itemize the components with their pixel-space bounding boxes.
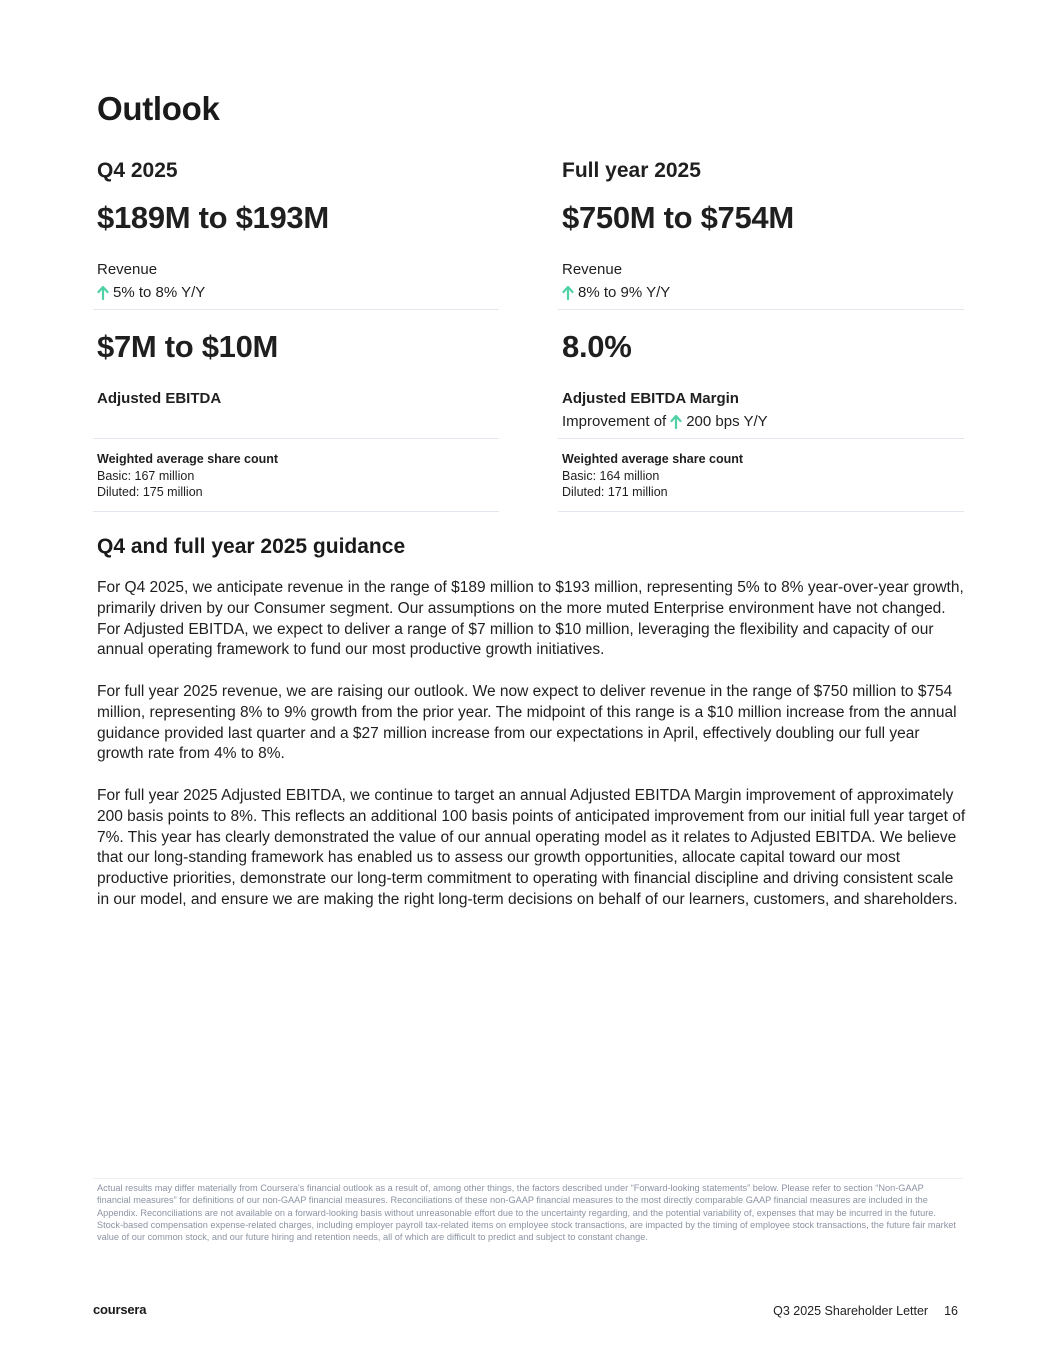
page-title: Outlook — [97, 90, 220, 127]
page-number: 16 — [944, 1304, 958, 1318]
fy-improvement-row — [562, 412, 964, 432]
q4-ebitda-label: Adjusted EBITDA — [97, 390, 222, 407]
guidance-paragraph: For Q4 2025, we anticipate revenue in the range of $189 million to $193 million, representing 5% to 8% year-over-year growth, primarily driven by our Consumer segment. Our assumptions on the more muted Enterprise environment have not changed. For Adjusted EBITDA, we expect to deliver a range of $7 million to $10 million, leveraging the flexibility and capacity of our annual operating framework to fund our most productive growth initiatives. — [97, 579, 964, 659]
fy-improvement-value: 200 bps Y/Y — [686, 413, 768, 430]
divider — [93, 511, 499, 512]
fy-revenue-growth: 8% to 9% Y/Y — [578, 284, 671, 301]
q4-revenue-label: Revenue — [97, 261, 158, 278]
q4-column — [93, 156, 499, 512]
q4-share-title: Weighted average share count — [97, 452, 279, 466]
q4-period: Q4 2025 — [97, 159, 178, 182]
arrow-up-icon — [562, 286, 574, 300]
guidance-paragraph: For full year 2025 Adjusted EBITDA, we continue to target an annual Adjusted EBITDA Margin improvement of approximately 200 basis points to 8%. This reflects an additional 100 basis points of anticipated improvement from our initial full year target of 7%. This year has clearly demonstrated the value of our annual operating model as it relates to Adjusted EBITDA. We believe that our long-standing framework has enabled us to assess our growth opportunities, allocate capital toward our most productive priorities, demonstrate our long-term commitment to operating with financial discipline and driving consistent scale in our model, and ensure we are making the right long-term decisions on behalf of our learners, customers, and shareholders. — [97, 786, 966, 908]
fy-margin-value: 8.0% — [562, 329, 632, 364]
fy-column — [558, 156, 964, 512]
divider — [558, 438, 964, 439]
divider — [558, 511, 964, 512]
fy-revenue-label: Revenue — [562, 261, 623, 278]
page-footer — [773, 1304, 958, 1318]
arrow-up-icon — [670, 415, 682, 429]
q4-revenue-growth: 5% to 8% Y/Y — [113, 284, 206, 301]
fy-margin-label: Adjusted EBITDA Margin — [562, 390, 739, 407]
fy-share-basic: Basic: 164 million — [562, 468, 660, 483]
q4-share-count — [93, 451, 499, 501]
divider — [93, 309, 499, 310]
guidance-paragraph: For full year 2025 revenue, we are raising our outlook. We now expect to deliver revenue in the range of $750 million to $754 million, representing 8% to 9% growth from the prior year. The midpoint of this range is a $10 million increase from the annual guidance provided last quarter and a $27 million increase from our expectations in April, effectively doubling our full year growth rate from 4% to 8%. — [97, 682, 957, 763]
footnote-divider — [93, 1178, 963, 1179]
guidance-heading: Q4 and full year 2025 guidance — [97, 535, 406, 558]
fy-share-title: Weighted average share count — [562, 452, 744, 466]
fy-period: Full year 2025 — [562, 159, 701, 182]
divider — [93, 438, 499, 439]
q4-ebitda-range: $7M to $10M — [97, 329, 279, 364]
q4-share-basic: Basic: 167 million — [97, 468, 195, 483]
q4-revenue-range: $189M to $193M — [97, 200, 329, 235]
fy-revenue-range: $750M to $754M — [562, 200, 794, 235]
fy-revenue-growth-row — [562, 283, 964, 303]
fy-improvement-prefix: Improvement of — [562, 413, 667, 430]
letter-title: Q3 2025 Shareholder Letter — [773, 1304, 929, 1318]
q4-share-diluted: Diluted: 175 million — [97, 485, 203, 499]
coursera-logo: coursera — [93, 1302, 147, 1317]
fy-share-count — [558, 451, 964, 501]
footnote: Actual results may differ materially from Coursera's financial outlook as a result of, among other things, the factors described under “Forward-looking statements” below. Please refer to section “Non-GAAP financial measures” for definitions of our non-GAAP financial measures. Reconciliations of these non-GAAP financial measures to the most directly comparable GAAP financial measures are included in the Appendix. Reconciliations are not available on a forward-looking basis without unreasonable effort due to the uncertainty regarding, and the potential variability of, expenses that may be incurred in the future. Stock-based compensation expense-related charges, including employer payroll tax-related items on employee stock transactions, are impacted by the timing of employee stock transactions, the future fair market value of our common stock, and our future hiring and retention needs, all of which are difficult to predict and subject to constant change. — [97, 1183, 956, 1243]
arrow-up-icon — [97, 286, 109, 300]
fy-share-diluted: Diluted: 171 million — [562, 485, 668, 499]
divider — [558, 309, 964, 310]
guidance-body — [97, 578, 967, 932]
q4-revenue-growth-row — [97, 283, 499, 303]
